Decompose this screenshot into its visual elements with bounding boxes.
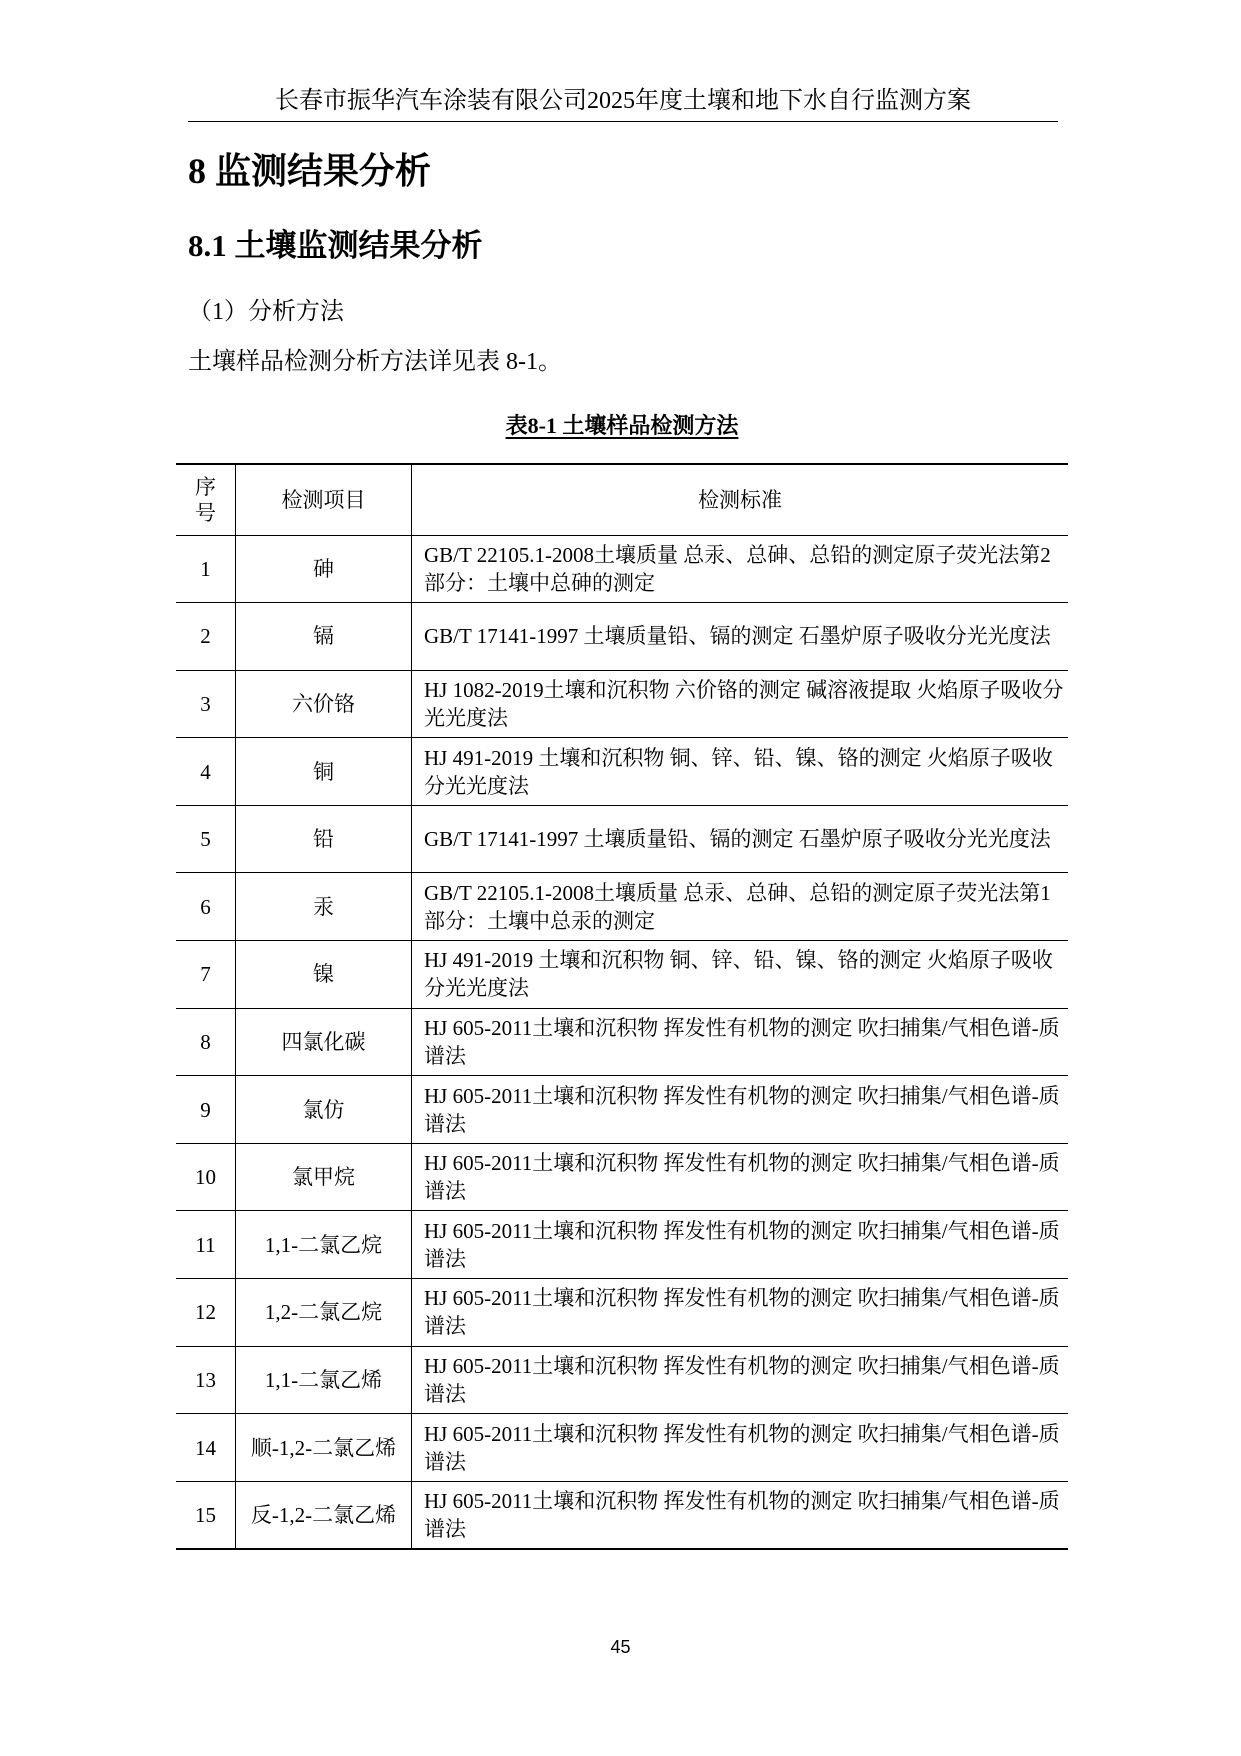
header-no	[176, 464, 236, 535]
table-header-row	[176, 464, 1068, 535]
row-no: 9	[176, 1076, 236, 1144]
header-divider	[188, 121, 1058, 122]
row-no: 6	[176, 873, 236, 941]
row-item: 氯甲烷	[236, 1143, 412, 1211]
row-standard: HJ 605-2011土壤和沉积物 挥发性有机物的测定 吹扫捕集/气相色谱-质谱法	[412, 1414, 1069, 1482]
row-no: 8	[176, 1008, 236, 1076]
row-item: 镍	[236, 941, 412, 1009]
table-caption-text: 表8-1 土壤样品检测方法	[505, 413, 739, 438]
row-standard: GB/T 17141-1997 土壤质量铅、镉的测定 石墨炉原子吸收分光光度法	[412, 603, 1069, 671]
row-no: 12	[176, 1279, 236, 1347]
row-item: 四氯化碳	[236, 1008, 412, 1076]
subsection-title: 8.1 土壤监测结果分析	[188, 228, 483, 263]
row-item: 1,1-二氯乙烷	[236, 1211, 412, 1279]
table-row	[176, 873, 1068, 941]
header-item: 检测项目	[236, 464, 412, 535]
row-item: 1,1-二氯乙烯	[236, 1346, 412, 1414]
row-no: 4	[176, 738, 236, 806]
row-standard: HJ 605-2011土壤和沉积物 挥发性有机物的测定 吹扫捕集/气相色谱-质谱法	[412, 1211, 1069, 1279]
row-no: 11	[176, 1211, 236, 1279]
row-standard: GB/T 22105.1-2008土壤质量 总汞、总砷、总铅的测定原子荧光法第2部分：土壤中总砷的测定	[412, 535, 1069, 603]
row-no: 2	[176, 603, 236, 671]
table-row	[176, 1076, 1068, 1144]
row-standard: HJ 1082-2019土壤和沉积物 六价铬的测定 碱溶液提取 火焰原子吸收分光光度法	[412, 670, 1069, 738]
row-standard: HJ 605-2011土壤和沉积物 挥发性有机物的测定 吹扫捕集/气相色谱-质谱法	[412, 1346, 1069, 1414]
row-standard: HJ 605-2011土壤和沉积物 挥发性有机物的测定 吹扫捕集/气相色谱-质谱法	[412, 1008, 1069, 1076]
table-row	[176, 1279, 1068, 1347]
row-standard: HJ 605-2011土壤和沉积物 挥发性有机物的测定 吹扫捕集/气相色谱-质谱法	[412, 1143, 1069, 1211]
row-no: 14	[176, 1414, 236, 1482]
table-row	[176, 738, 1068, 806]
table-row	[176, 1211, 1068, 1279]
table-row	[176, 1414, 1068, 1482]
header-standard: 检测标准	[412, 464, 1069, 535]
row-no: 1	[176, 535, 236, 603]
soil-test-methods-table	[176, 463, 1068, 1550]
row-standard: GB/T 17141-1997 土壤质量铅、镉的测定 石墨炉原子吸收分光光度法	[412, 805, 1069, 873]
row-standard: HJ 605-2011土壤和沉积物 挥发性有机物的测定 吹扫捕集/气相色谱-质谱法	[412, 1481, 1069, 1549]
row-no: 13	[176, 1346, 236, 1414]
row-item: 砷	[236, 535, 412, 603]
row-item: 顺-1,2-二氯乙烯	[236, 1414, 412, 1482]
table-row	[176, 1346, 1068, 1414]
page-number: 45	[610, 1637, 631, 1657]
row-standard: HJ 491-2019 土壤和沉积物 铜、锌、铅、镍、铬的测定 火焰原子吸收分光光度法	[412, 941, 1069, 1009]
row-item: 汞	[236, 873, 412, 941]
table-row	[176, 603, 1068, 671]
row-no: 10	[176, 1143, 236, 1211]
paragraph-table-reference: 土壤样品检测分析方法详见表 8-1。	[188, 349, 562, 375]
table-row	[176, 1008, 1068, 1076]
table-row	[176, 670, 1068, 738]
table-body	[176, 535, 1068, 1549]
row-item: 铅	[236, 805, 412, 873]
row-item: 氯仿	[236, 1076, 412, 1144]
page-header: 长春市振华汽车涂装有限公司2025年度土壤和地下水自行监测方案	[275, 88, 971, 114]
row-no: 3	[176, 670, 236, 738]
table-row	[176, 535, 1068, 603]
row-item: 六价铬	[236, 670, 412, 738]
paragraph-analysis-method: （1）分析方法	[188, 299, 344, 325]
row-standard: HJ 491-2019 土壤和沉积物 铜、锌、铅、镍、铬的测定 火焰原子吸收分光光度法	[412, 738, 1069, 806]
row-standard: HJ 605-2011土壤和沉积物 挥发性有机物的测定 吹扫捕集/气相色谱-质谱法	[412, 1279, 1069, 1347]
table-row	[176, 1143, 1068, 1211]
row-standard: GB/T 22105.1-2008土壤质量 总汞、总砷、总铅的测定原子荧光法第1部分：土壤中总汞的测定	[412, 873, 1069, 941]
table-row	[176, 941, 1068, 1009]
row-no: 15	[176, 1481, 236, 1549]
row-item: 反-1,2-二氯乙烯	[236, 1481, 412, 1549]
table-caption	[176, 411, 1068, 441]
row-item: 铜	[236, 738, 412, 806]
row-no: 7	[176, 941, 236, 1009]
section-title: 8 监测结果分析	[188, 151, 432, 191]
table-row	[176, 805, 1068, 873]
row-no: 5	[176, 805, 236, 873]
row-item: 1,2-二氯乙烷	[236, 1279, 412, 1347]
row-item: 镉	[236, 603, 412, 671]
table-row	[176, 1481, 1068, 1549]
header-no-text: 序号	[195, 474, 216, 525]
row-standard: HJ 605-2011土壤和沉积物 挥发性有机物的测定 吹扫捕集/气相色谱-质谱法	[412, 1076, 1069, 1144]
